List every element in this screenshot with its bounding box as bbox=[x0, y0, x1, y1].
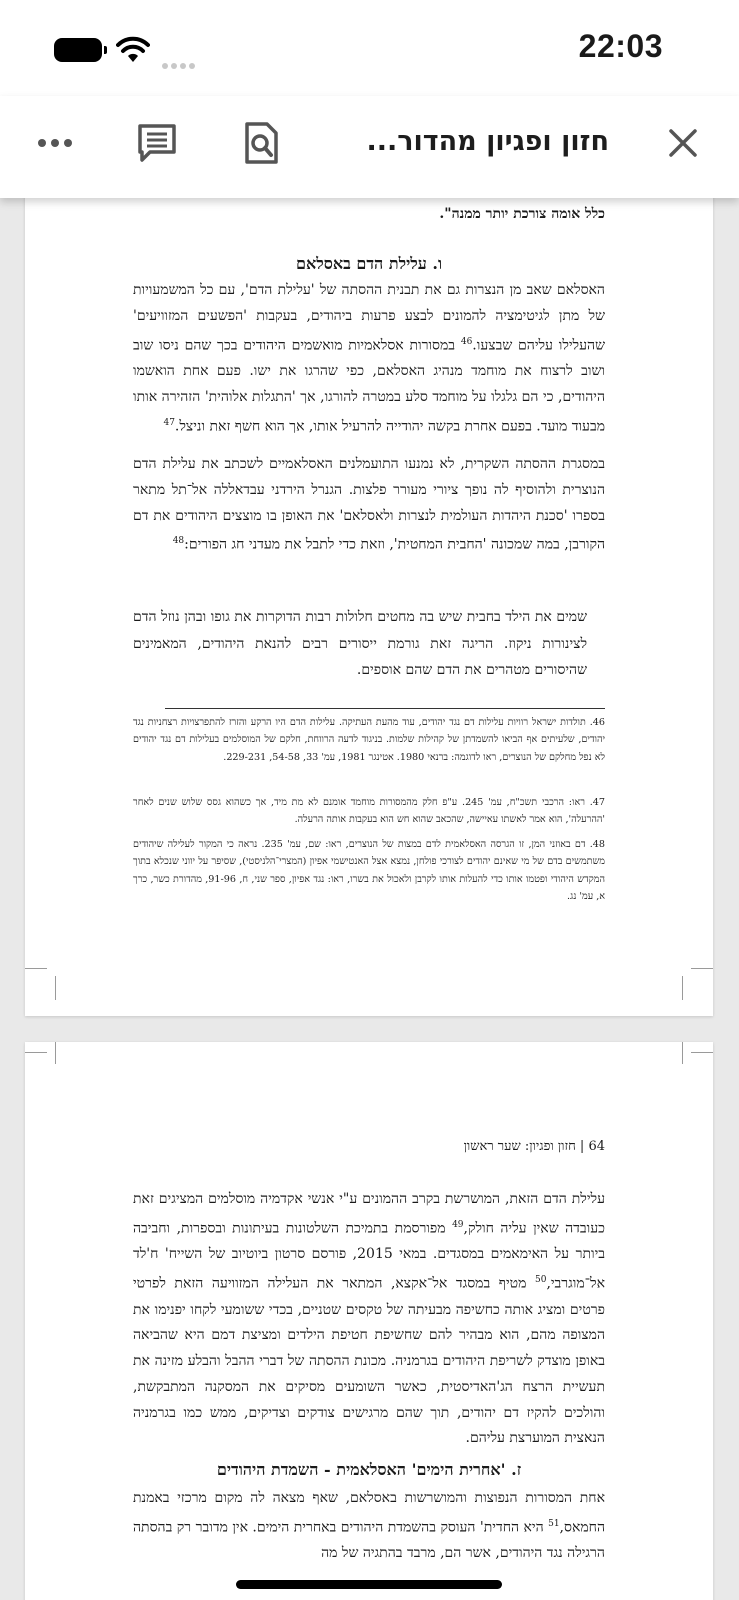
body-paragraph bbox=[133, 1187, 605, 1452]
crop-mark bbox=[55, 976, 56, 1000]
footnote-ref[interactable]: 46 bbox=[460, 336, 473, 347]
section-heading: ו. עלילת הדם באסלאם bbox=[295, 254, 443, 273]
status-time: 22:03 bbox=[578, 28, 663, 64]
footnote: 48. דם באוזני המן, זו הגרסה האסלאמית לדם במצות של הנוצרים, ראו: שם, עמ' 235. נראה כי המקור לעלילה שיהודים משתמשים בדם של מי שאינם יהודים לצורכי פולחן, נמצא אצל האנטישמי אפיון (המצרי־הלניסטי), שסיפר על יווני שנכלא בתוך המקדש היהודי ופטמו אותו כדי להעלות אותו לקרבן ולאכול את בשרו, ראו: נגד אפיון, ספר שני, ח, 91-96, מהדורת כשר, כרך א, עמ' נג. bbox=[133, 839, 605, 903]
footnote-ref[interactable]: 51 bbox=[548, 1518, 560, 1529]
document-title: חזון ופגיון מהדור... bbox=[366, 126, 609, 157]
body-paragraph bbox=[133, 452, 605, 559]
document-page bbox=[25, 1042, 713, 1600]
wifi-icon bbox=[116, 36, 150, 64]
footnote-ref[interactable]: 49 bbox=[452, 1219, 464, 1230]
crop-mark bbox=[25, 1052, 47, 1053]
body-paragraph bbox=[133, 278, 605, 440]
crop-mark bbox=[682, 1042, 683, 1064]
crop-mark bbox=[55, 1042, 56, 1064]
document-page bbox=[25, 168, 713, 1016]
section-heading: ז. 'אחרית הימים' האסלאמית - השמדת היהודים bbox=[216, 1460, 522, 1479]
paragraph-text: מטיף במסגד אל־אקצא, המתאר את העלילה המזוויעה הזאת לפרטי פרטים ומציג אותה כחשיפה מבעיתה של טקסים שטניים, בכדי ששומעי לקחו יפנימו את המצופה מהם, הוא מבהיר להם שחשיפת חטיפת הילדים ומציצת דמם היא שהביאה באופן מוצדק לשריפת היהודים בגרמניה. מכונת ההסתה של דברי ההבל והבלע מזינה את תעשיית הרצח הג'האדיסטית, כאשר השומעים מסיקים את המסקנה המתבקשת, והולכים להקיז דם יהודים, תוך שהם מרגישים צודקים וצדיקים, ממש כמו בגרמניה הנאצית המוערצת עליהם. bbox=[133, 1275, 605, 1447]
block-quote: שמים את הילד בחבית שיש בה מחטים חלולות רבות הדוקרות את גופו ובהן נוזל הדם לצינורות ניקוז. הריגה זאת גורמת ייסורים רבים להנאת היהודים, המאמינים שהיסורים מטהרים את הדם שהם אוספים. bbox=[133, 609, 587, 679]
paragraph-text: במסגרת ההסתה השקרית, לא נמנעו התועמלנים האסלאמיים לשכתב את עלילת הדם הנוצרית ולהוסיף לה נופך ציורי מעורר פלצות. הגנרל הירדני עבדאללה אל־תל מתאר בספרו 'סכנת היהדות העולמית לנצרות ולאסלאם' את האופן בו מוצצים היהודים את דם הקורבן, במה שמכונה 'החבית המחטית', וזאת כדי לתבל את מעדני חג הפורים: bbox=[133, 456, 605, 554]
paragraph-text: אחת המסורות הנפוצות והמושרשות באסלאם, שאף מצאה לה מקום מרכזי באמנת החמאס, bbox=[133, 1490, 605, 1536]
toolbar bbox=[0, 96, 739, 198]
paragraph-text: מפורסמת בתמיכת השלטונות בעיתונות ובספרות, וחביבה ביותר על האימאמים במסגדים. במאי 2015, פורסם סרטון ביוטיוב של השייח' ח'לד אל־מוגרבי, bbox=[133, 1220, 605, 1292]
paragraph-text: במסורות אסלאמיות מואשמים היהודים בכך שהם ניסו שוב ושוב לרצוח את מוחמד מנהיג האסלאם, כפי שהרגו את ישו. פעם אחת הואשמו היהודים, כי הם גלגלו על מוחמד סלע במטרה להורגו, אך 'התגלות אלוהית' הזהירה אותו מבעוד מועד. בפעם אחרת בקשה יהודייה להרעיל אותו, אך הוא חשף זאת וניצל. bbox=[133, 337, 605, 435]
comments-button[interactable] bbox=[132, 118, 182, 168]
cellular-signal-icon bbox=[162, 54, 202, 62]
running-header: 64 | חזון ופגיון: שער ראשון bbox=[463, 1139, 605, 1154]
paragraph-text: עלילת הדם הזאת, המושרשת בקרב ההמונים ע"י אנשי אקדמיה מוסלמים המציגים זאת כעובדה שאין עליה חולק, bbox=[133, 1191, 606, 1237]
close-icon bbox=[668, 128, 698, 158]
paragraph-text: האסלאם שאב מן הנצרות גם את תבנית ההסתה של 'עלילת הדם', עם כל המשמעויות של מתן לגיטימציה להמונים לבצע פרעות ביהודים, בעקבות 'הפשעים המזוויעים' שהעלילו עליהם שבצעו. bbox=[133, 282, 605, 354]
more-button[interactable] bbox=[30, 118, 80, 168]
crop-mark bbox=[25, 968, 47, 969]
status-bar bbox=[0, 0, 739, 96]
more-icon bbox=[37, 138, 73, 148]
paragraph-text: היא החדית' העוסק בהשמדת היהודים באחרית הימים. אין מדובר רק בהסתה הרגילה נגד היהודים, אשר הם, מרבד בהתגיה של מה bbox=[133, 1519, 605, 1562]
find-in-document-button[interactable] bbox=[236, 118, 286, 168]
crop-mark bbox=[691, 1052, 713, 1053]
document-search-icon bbox=[243, 121, 279, 165]
footnote-ref[interactable]: 48 bbox=[172, 536, 185, 547]
comment-icon bbox=[136, 122, 178, 164]
footnote: 46. תולדות ישראל רוויות עלילות דם נגד יהודים, עוד מהעת העתיקה. עלילות הדם היו הרקע והזרז להתפרצויות רצחניות נגד יהודים, שלעיתים אף הביאו להשמדתן של קהילות שלמות. בניגוד לדעה הרווחת, חלקם של המוסלמים בעלילות דם נגד יהודים לא נפל מחלקם של הנוצרים, ראו לדוגמה: ברנאי 1980. אטינגר 1981, עמ' 33, 54-58, 229-231. bbox=[133, 717, 605, 763]
close-button[interactable] bbox=[658, 118, 708, 168]
home-indicator[interactable] bbox=[236, 1580, 502, 1589]
footnote-ref[interactable]: 47 bbox=[163, 417, 175, 428]
crop-mark bbox=[682, 976, 683, 1000]
footnote-separator bbox=[165, 708, 605, 709]
footnote-ref[interactable]: 50 bbox=[534, 1275, 547, 1286]
battery-icon bbox=[54, 38, 102, 62]
crop-mark bbox=[691, 968, 713, 969]
body-paragraph bbox=[133, 1486, 605, 1567]
page-top-fragment: כלל אומה צורכת יותר ממנה". bbox=[439, 206, 605, 222]
footnote: 47. ראו: הרכבי תשכ"ח, עמ' 245. ע"פ חלק מהמסורות מוחמד אומנם לא מת מיד, אך כשהוא גסס שלוש שנים לאחר 'ההרעלה', הוא אמר לאשתו עאיישה, שהכאב שהוא חש הוא בעקבות אותה הרעלה. bbox=[133, 797, 605, 826]
